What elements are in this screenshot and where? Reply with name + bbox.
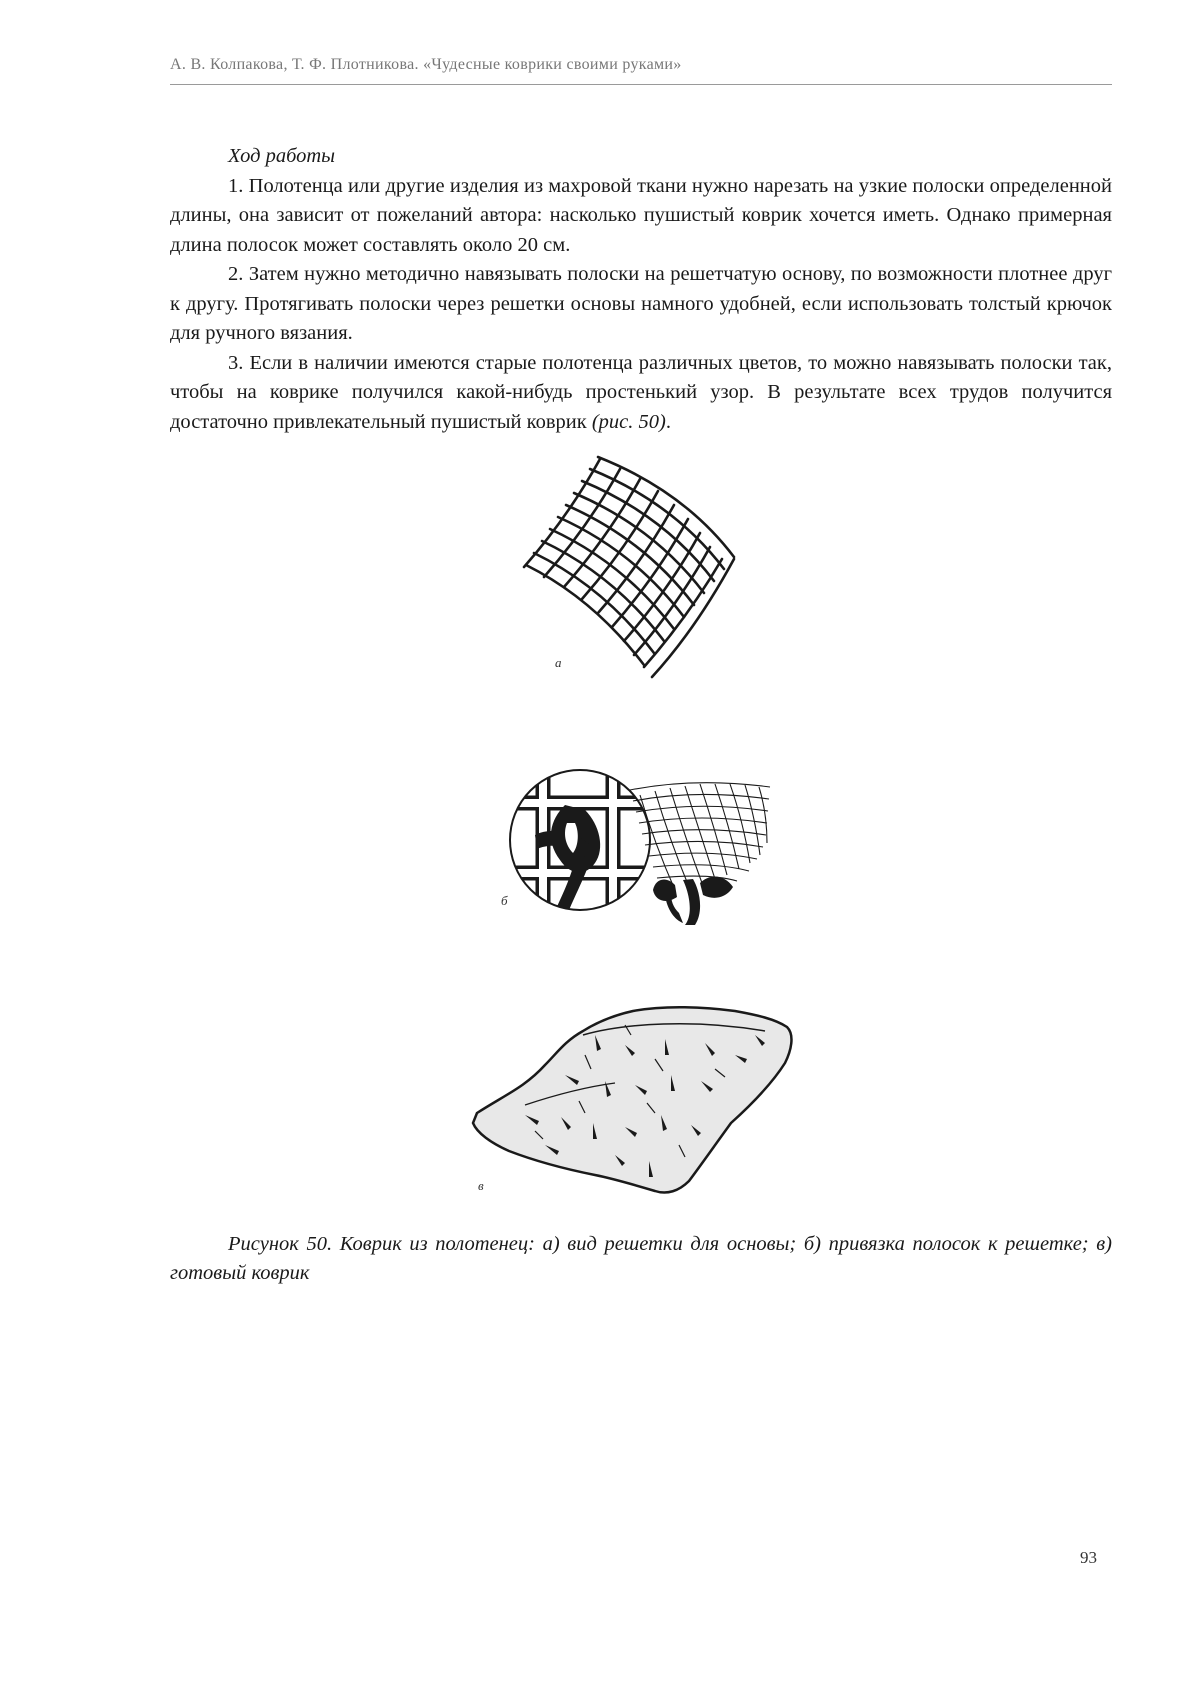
figure-reference: (рис. 50) [591,410,666,433]
figure-c-label: в [478,1178,484,1193]
header-divider [170,84,1112,85]
figure-a-label: а [555,655,562,670]
page-number: 93 [1080,1548,1097,1567]
section-heading: Ход работы [228,145,336,167]
figure-b-label: б [501,893,508,908]
main-text [170,142,1112,437]
step-3 [170,349,1112,438]
figure-c-finished-rug [465,995,815,1205]
figure-caption: Рисунок 50. Коврик из полотенец: а) вид решетки для основы; б) привязка полосок к решетке; в) готовый коврик [170,1233,1112,1284]
step-3-text: 3. Если в наличии имеются старые полотенца различных цветов, то можно навязывать полоски так, чтобы на коврике получился какой-нибудь простенький узор. В результате всех трудов получится достаточно привлекательный пушистый коврик [170,351,1112,433]
step-1: 1. Полотенца или другие изделия из махровой ткани нужно нарезать на узкие полоски определенной длины, она зависит от пожеланий автора: насколько пушистый коврик хочется иметь. Однако примерная длина полосок может составлять около 20 см. [170,174,1112,256]
step-3-end: . [665,410,671,433]
figure-a-lattice [520,455,760,685]
step-2: 2. Затем нужно методично навязывать полоски на решетчатую основу, по возможности плотнее друг к другу. Протягивать полоски через решетки основы намного удобней, если использовать толстый крючок для ручного вязания. [170,263,1112,344]
running-header: А. В. Колпакова, Т. Ф. Плотникова. «Чудесные коврики своими руками» [170,56,682,73]
figure-b-tying [505,765,805,930]
